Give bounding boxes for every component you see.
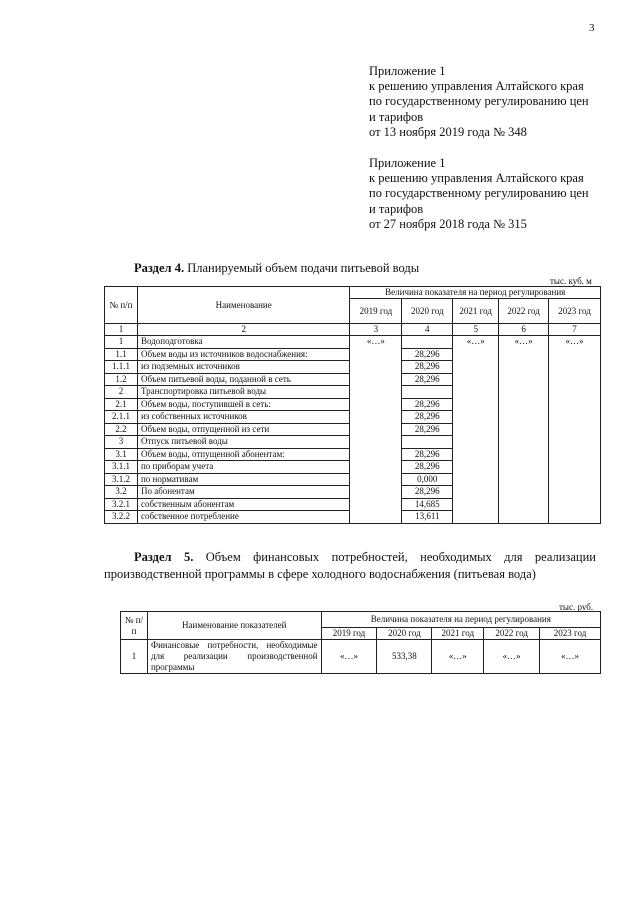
header-period: Величина показателя на период регулирования <box>350 287 601 299</box>
row-name: собственным абонентам <box>137 498 349 511</box>
table-row <box>121 640 601 674</box>
table-row <box>105 336 601 349</box>
column-number: 7 <box>549 324 601 336</box>
value-2021: «…» <box>432 640 484 674</box>
value-2022: «…» <box>499 336 549 524</box>
row-name: по приборам учета <box>137 461 349 474</box>
page-number: 3 <box>589 22 595 34</box>
header-num: № п/п <box>105 287 138 324</box>
header-year-2022: 2022 год <box>499 299 549 324</box>
row-num: 1.2 <box>105 373 138 386</box>
value-2020: 0,000 <box>402 473 453 486</box>
header-year-2023: 2023 год <box>540 628 601 640</box>
column-number: 4 <box>402 324 453 336</box>
value-2020: 28,296 <box>402 348 453 361</box>
row-num: 2.1.1 <box>105 411 138 424</box>
appendix-title: Приложение 1 <box>369 156 446 170</box>
appendix-title: Приложение 1 <box>369 64 446 78</box>
section4-title: Планируемый объем подачи питьевой воды <box>187 261 420 275</box>
column-number: 5 <box>453 324 499 336</box>
header-name: Наименование <box>137 287 349 324</box>
value-2020 <box>402 436 453 449</box>
row-num: 1 <box>105 336 138 349</box>
row-name: По абонентам <box>137 486 349 499</box>
header-year-2023: 2023 год <box>549 299 601 324</box>
value-2020: 28,296 <box>402 423 453 436</box>
section5-heading <box>104 549 596 582</box>
row-num: 2.2 <box>105 423 138 436</box>
row-num: 3.2.1 <box>105 498 138 511</box>
row-name: Объем воды, поступившей в сеть: <box>137 398 349 411</box>
header-year-2022: 2022 год <box>484 628 540 640</box>
row-name: из подземных источников <box>137 361 349 374</box>
value-2020 <box>402 336 453 349</box>
section4-label: Раздел 4. <box>134 261 185 275</box>
header-year-2021: 2021 год <box>432 628 484 640</box>
row-num: 3 <box>105 436 138 449</box>
section5-label: Раздел 5. <box>134 550 194 564</box>
section5-title: Объем финансовых потребностей, необходимых для реализации производственной программы в сфере холодного водоснабжения (питьевая вода) <box>104 550 596 581</box>
header-year-2019: 2019 год <box>321 628 377 640</box>
column-number: 2 <box>137 324 349 336</box>
appendix-line: и тарифов <box>369 109 424 124</box>
value-2023: «…» <box>549 336 601 524</box>
appendix-line: к решению управления Алтайского края <box>369 79 584 94</box>
value-2020: 14,685 <box>402 498 453 511</box>
row-num: 3.1 <box>105 448 138 461</box>
header-name: Наименование показателей <box>147 612 321 640</box>
value-2020: 28,296 <box>402 373 453 386</box>
value-2020: 28,296 <box>402 411 453 424</box>
appendix-date: от 13 ноября 2019 года № 348 <box>369 124 527 139</box>
row-name: Финансовые потребности, необходимые для реализации производственной программы <box>147 640 321 674</box>
header-year-2021: 2021 год <box>453 299 499 324</box>
value-2020: 533,38 <box>377 640 432 674</box>
row-name: Транспортировка питьевой воды <box>137 386 349 399</box>
value-2022: «…» <box>484 640 540 674</box>
appendix-block-current <box>369 64 589 140</box>
column-number: 1 <box>105 324 138 336</box>
header-year-2020: 2020 год <box>402 299 453 324</box>
row-num: 1.1 <box>105 348 138 361</box>
row-name: Объем воды, отпущенной из сети <box>137 423 349 436</box>
row-name: Объем воды, отпущенной абонентам: <box>137 448 349 461</box>
column-number: 6 <box>499 324 549 336</box>
section4-table <box>104 286 601 524</box>
row-name: по нормативам <box>137 473 349 486</box>
row-num: 2 <box>105 386 138 399</box>
value-2019: «…» <box>350 336 402 524</box>
appendix-date: от 27 ноября 2018 года № 315 <box>369 216 527 231</box>
value-2021: «…» <box>453 336 499 524</box>
header-period: Величина показателя на период регулирования <box>321 612 600 628</box>
row-name: Объем воды из источников водоснабжения: <box>137 348 349 361</box>
row-num: 3.2.2 <box>105 511 138 524</box>
row-num: 3.1.2 <box>105 473 138 486</box>
row-name: Водоподготовка <box>137 336 349 349</box>
value-2020: 28,296 <box>402 361 453 374</box>
row-num: 2.1 <box>105 398 138 411</box>
appendix-line: по государственному регулированию цен <box>369 94 589 109</box>
section4-table-body <box>105 336 601 524</box>
appendix-line: к решению управления Алтайского края <box>369 171 584 186</box>
value-2020: 28,296 <box>402 398 453 411</box>
row-name: Объем питьевой воды, поданной в сеть <box>137 373 349 386</box>
row-name: из собственных источников <box>137 411 349 424</box>
header-num: № п/п <box>121 612 148 640</box>
value-2020: 28,296 <box>402 486 453 499</box>
section4-unit: тыс. куб. м <box>550 276 592 286</box>
section5-unit: тыс. руб. <box>559 602 594 612</box>
header-year-2019: 2019 год <box>350 299 402 324</box>
section5-table <box>120 611 601 674</box>
value-2020 <box>402 386 453 399</box>
header-year-2020: 2020 год <box>377 628 432 640</box>
row-num: 3.2 <box>105 486 138 499</box>
column-number: 3 <box>350 324 402 336</box>
appendix-line: по государственному регулированию цен <box>369 186 589 201</box>
value-2023: «…» <box>540 640 601 674</box>
appendix-block-previous <box>369 156 589 232</box>
row-num: 3.1.1 <box>105 461 138 474</box>
value-2020: 13,611 <box>402 511 453 524</box>
row-name: Отпуск питьевой воды <box>137 436 349 449</box>
value-2020: 28,296 <box>402 448 453 461</box>
appendix-line: и тарифов <box>369 201 424 216</box>
section4-heading <box>134 261 419 276</box>
row-num: 1.1.1 <box>105 361 138 374</box>
value-2019: «…» <box>321 640 377 674</box>
row-name: собственное потребление <box>137 511 349 524</box>
value-2020: 28,296 <box>402 461 453 474</box>
row-num: 1 <box>121 640 148 674</box>
